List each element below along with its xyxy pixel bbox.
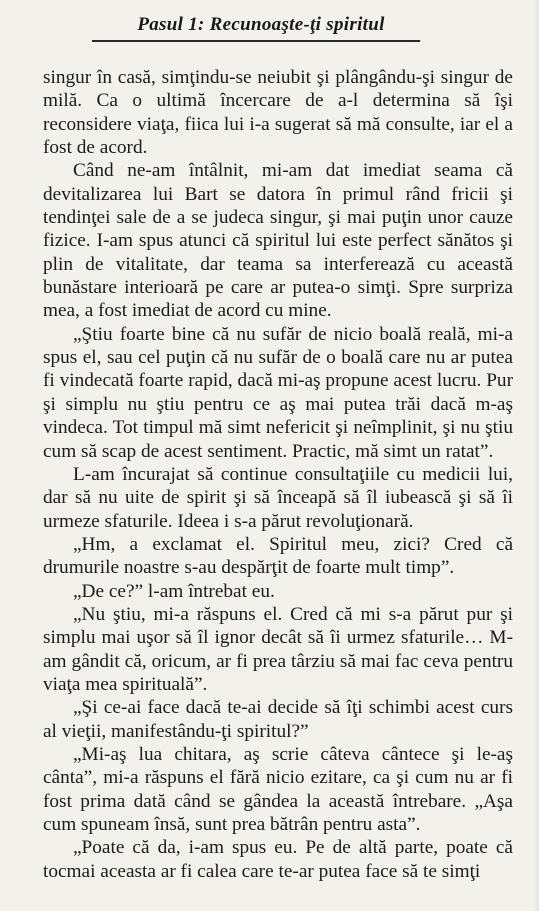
page-edge-shadow: [533, 0, 539, 911]
paragraph: „Ştiu foarte bine că nu sufăr de nicio boală reală, mi-a spus el, sau cel puţin că nu sufăr de o boală care nu ar putea fi vindecată foarte rapid, dacă mi-aş propune acest lucru. Pur şi simplu nu ştiu pentru ce aş mai putea trăi dacă m-aş vindeca. Tot timpul mă simt nefericit şi neîmplinit, şi nu ştiu cum să scap de acest sentiment. Practic, mă simt un ratat”.: [43, 323, 513, 462]
paragraph: „Şi ce-ai face dacă te-ai decide să îţi schimbi acest curs al vieţii, manifestându-ţi spiritul?”: [43, 697, 513, 742]
paragraph: „Mi-aş lua chitara, aş scrie câteva cântece şi le-aş cânta”, mi-a răspuns el fără nicio ezitare, ca şi cum nu ar fi fost prima dată când se gândea la această întrebare. „Aşa cum spuneam însă, sunt prea bătrân pentru asta”.: [43, 743, 513, 835]
running-head-flourish-icon: ~: [414, 34, 421, 48]
paragraph: „De ce?” l-am întrebat eu.: [73, 580, 275, 602]
paragraph: „Poate că da, i-am spus eu. Pe de altă parte, poate că tocmai aceasta ar fi calea care te-ar putea face să te simţi: [43, 837, 513, 882]
paragraph: singur în casă, simţindu-se neiubit şi plângându-şi singur de milă. Ca o ultimă încercare de a-l determina să îşi reconsidere viaţa, fiica lui i-a sugerat să mă consulte, iar el a fost de acord.: [43, 67, 513, 159]
running-head-title: Pasul 1: Recunoaşte-ţi spiritul: [137, 14, 385, 35]
paragraph: „Hm, a exclamat el. Spiritul meu, zici? Cred că drumurile noastre s-au despărţit de foarte mult timp”.: [43, 533, 513, 579]
running-head-rule: [92, 40, 420, 42]
body-text: [43, 66, 513, 883]
paragraph: „Nu ştiu, mi-a răspuns el. Cred că mi s-a părut pur şi simplu mai uşor să îl ignor decât să îi urmez sfaturile… M-am gândit că, oricum, ar fi prea târziu să mai fac ceva pentru viaţa mea spirituală”.: [43, 603, 513, 695]
paragraph: Când ne-am întâlnit, mi-am dat imediat seama că devitalizarea lui Bart se datora în primul rând fricii şi tendinţei sale de a se judeca singur, şi mai puţin unor cauze fizice. I-am spus atunci că spiritul lui este perfect sănătos şi plin de vitalitate, dar teama sa interferează cu această bunăstare interioară pe care ar putea-o simţi. Spre surpriza mea, a fost imediat de acord cu mine.: [43, 160, 513, 322]
paragraph: L-am încurajat să continue consultaţiile cu medicii lui, dar să nu uite de spirit şi să înceapă să îl iubească şi să îi urmeze sfaturile. Ideea i s-a părut revoluţionară.: [43, 463, 513, 532]
